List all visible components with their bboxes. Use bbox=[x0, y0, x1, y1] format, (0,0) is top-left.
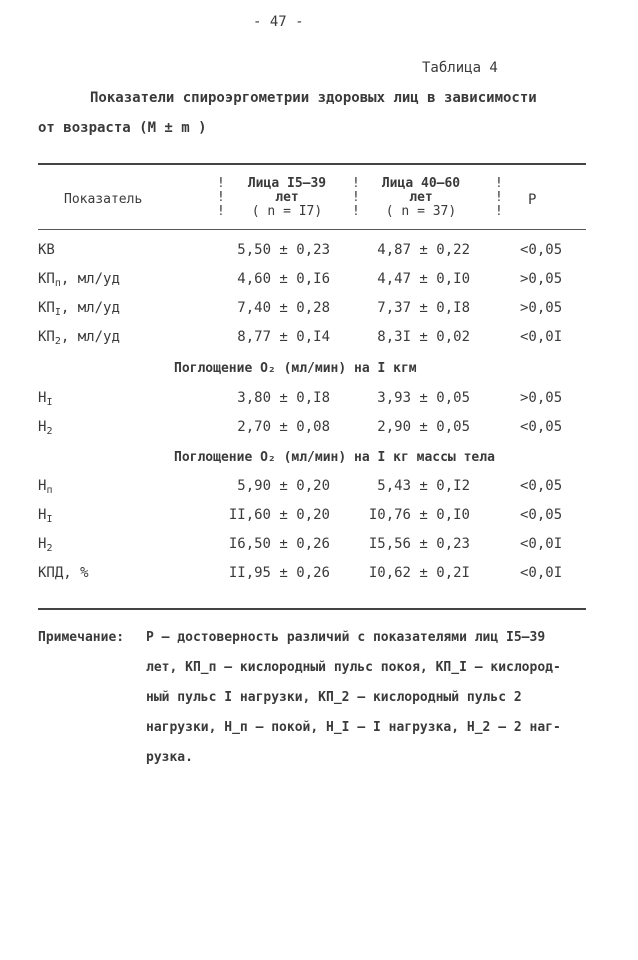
section-heading-per-kg-body-mass: Поглощение O₂ (мл/мин) на I кг массы тела bbox=[174, 450, 495, 465]
header-col-group1 bbox=[224, 177, 350, 219]
row-label: $Н_2$ bbox=[38, 419, 53, 437]
note-line-3: ный пульс I нагрузки, КП_2 – кислородный пульс 2 bbox=[146, 690, 522, 705]
note-line-4: нагрузки, Н_п – покой, Н_I – I нагрузка, Н_2 – 2 наг- bbox=[146, 720, 561, 735]
value-age-15-39: 2,70 ± 0,08 bbox=[237, 419, 330, 435]
value-age-15-39: II,95 ± 0,26 bbox=[228, 565, 330, 581]
header-col-group2-line3: ( n = 37) bbox=[385, 204, 457, 219]
note-label: Примечание: bbox=[38, 630, 125, 645]
value-p: <0,05 bbox=[520, 419, 563, 435]
value-age-15-39: 3,80 ± 0,I8 bbox=[237, 390, 330, 406]
value-age-15-39: 7,40 ± 0,28 bbox=[237, 300, 330, 316]
header-col-group2-line1: Лица 40–60 bbox=[381, 176, 461, 191]
row-label: $Н_I$ bbox=[38, 390, 53, 408]
table-title-line2: от возраста (M ± m ) bbox=[38, 120, 207, 136]
header-separator-1: ! ! ! bbox=[217, 176, 225, 219]
value-p: <0,0I bbox=[520, 565, 563, 581]
value-age-15-39: 4,60 ± 0,I6 bbox=[237, 271, 330, 287]
value-p: <0,05 bbox=[520, 507, 563, 523]
page-number: - 47 - bbox=[253, 14, 304, 30]
row-label: КВ bbox=[38, 242, 55, 258]
note-line-2: лет, КП_п – кислородный пульс покоя, КП_I – кислород- bbox=[146, 660, 561, 675]
value-p: >0,05 bbox=[520, 271, 563, 287]
value-age-40-60: 3,93 ± 0,05 bbox=[377, 390, 470, 406]
value-p: <0,0I bbox=[520, 536, 563, 552]
row-label: КПД, % bbox=[38, 565, 89, 581]
value-age-40-60: I0,62 ± 0,2I bbox=[368, 565, 470, 581]
value-p: <0,0I bbox=[520, 329, 563, 345]
value-age-15-39: I6,50 ± 0,26 bbox=[228, 536, 330, 552]
header-separator-3: ! ! ! bbox=[495, 176, 503, 219]
table-top-rule bbox=[38, 163, 586, 165]
table-title-line1: Показатели спироэргометрии здоровых лиц в зависимости bbox=[90, 90, 537, 106]
value-age-15-39: 5,90 ± 0,20 bbox=[237, 478, 330, 494]
header-col-group1-line3: ( n = I7) bbox=[251, 204, 323, 219]
value-p: >0,05 bbox=[520, 300, 563, 316]
header-col-p: P bbox=[528, 192, 537, 208]
header-separator-2: ! ! ! bbox=[352, 176, 360, 219]
value-age-40-60: I0,76 ± 0,I0 bbox=[368, 507, 470, 523]
row-label: $Н_I$ bbox=[38, 507, 53, 525]
note-line-1: P – достоверность различий с показателями лиц I5–39 bbox=[146, 630, 546, 645]
table-bottom-rule bbox=[38, 608, 586, 610]
value-age-40-60: 2,90 ± 0,05 bbox=[377, 419, 470, 435]
value-age-40-60: 7,37 ± 0,I8 bbox=[377, 300, 470, 316]
value-age-40-60: 4,87 ± 0,22 bbox=[377, 242, 470, 258]
value-p: >0,05 bbox=[520, 390, 563, 406]
row-label: $Н_2$ bbox=[38, 536, 53, 554]
value-age-40-60: I5,56 ± 0,23 bbox=[368, 536, 470, 552]
row-label: $КП_2$, мл/уд bbox=[38, 329, 120, 347]
header-col-indicator: Показатель bbox=[64, 192, 143, 207]
header-col-group2 bbox=[358, 177, 484, 219]
value-age-15-39: II,60 ± 0,20 bbox=[228, 507, 330, 523]
header-col-group2-line2: лет bbox=[409, 190, 433, 205]
value-p: <0,05 bbox=[520, 242, 563, 258]
row-label: $Н_п$ bbox=[38, 478, 53, 496]
note-line-5: рузка. bbox=[146, 750, 193, 765]
value-age-15-39: 5,50 ± 0,23 bbox=[237, 242, 330, 258]
value-age-40-60: 8,3I ± 0,02 bbox=[377, 329, 470, 345]
table-label: Таблица 4 bbox=[422, 60, 498, 76]
section-heading-per-kgm: Поглощение O₂ (мл/мин) на I кгм bbox=[174, 361, 417, 376]
value-age-40-60: 4,47 ± 0,I0 bbox=[377, 271, 470, 287]
row-label: $КП_I$, мл/уд bbox=[38, 300, 120, 318]
header-col-group1-line1: Лица I5–39 bbox=[247, 176, 327, 191]
row-label: $КП_п$, мл/уд bbox=[38, 271, 120, 289]
header-rule bbox=[38, 229, 586, 230]
header-col-group1-line2: лет bbox=[275, 190, 299, 205]
value-age-15-39: 8,77 ± 0,I4 bbox=[237, 329, 330, 345]
value-p: <0,05 bbox=[520, 478, 563, 494]
value-age-40-60: 5,43 ± 0,I2 bbox=[377, 478, 470, 494]
